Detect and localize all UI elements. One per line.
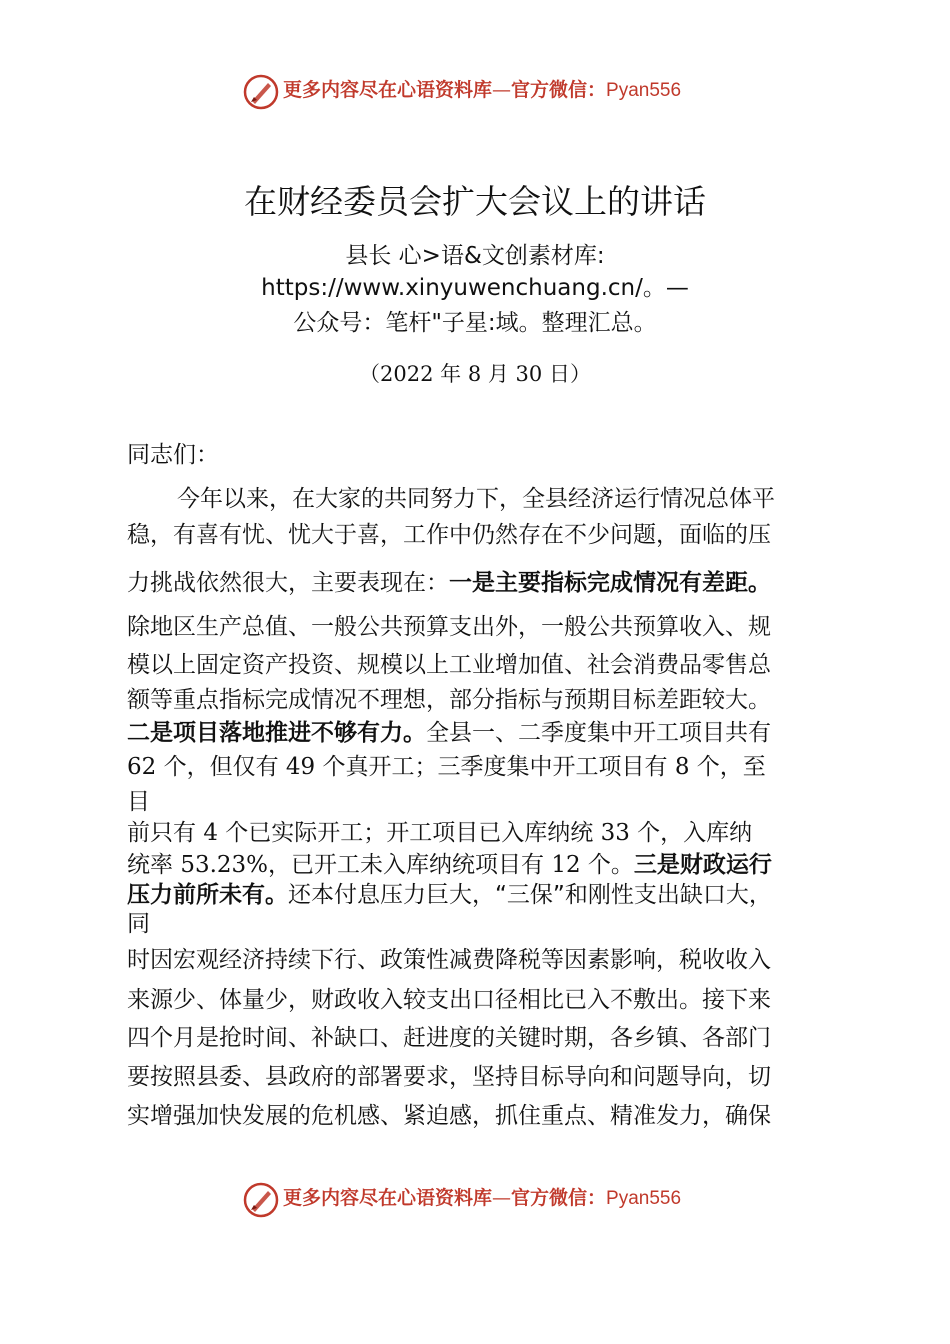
- body-text: ，已开工未入库纳统项目有: [268, 852, 552, 878]
- body-text: 前只有: [127, 820, 204, 846]
- watermark-main: 更多内容尽在心语资料库: [283, 1187, 493, 1209]
- document-title: 在财经委员会扩大会议上的讲话: [244, 182, 706, 221]
- body-text: 全县一、二季度集中开工项目共有: [426, 720, 771, 746]
- body-line: [127, 909, 150, 939]
- body-line: [127, 568, 771, 598]
- body-line: [127, 650, 771, 680]
- salutation: 同志们：: [127, 442, 219, 468]
- number-text: 8: [674, 754, 690, 780]
- number-text: 62: [127, 754, 157, 780]
- number-text: 49: [285, 754, 316, 780]
- watermark-banner-bottom: [0, 1178, 950, 1222]
- body-text: 个，至: [689, 754, 766, 780]
- subtitle-line-3: 公众号：笔杆"子星:域。整理汇总。: [293, 310, 657, 336]
- body-text: 同: [127, 911, 150, 937]
- body-text: 还本付息压力巨大，“三保”和刚性支出缺口大，: [288, 882, 772, 908]
- subtitle-line-1: 县长 心>语&文创素材库:: [345, 243, 605, 269]
- body-text: 个，入库纳: [629, 820, 753, 846]
- number-text: 12: [551, 852, 581, 878]
- body-text: 稳，有喜有忧、忧大于喜，工作中仍然存在不少问题，面临的压: [127, 522, 771, 548]
- bold-heading-text: 压力前所未有。: [127, 882, 288, 908]
- watermark-separator: —: [492, 79, 512, 101]
- body-text: 模以上固定资产投资、规模以上工业增加值、社会消费品零售总: [127, 652, 771, 678]
- watermark-banner-top: [0, 70, 950, 114]
- body-text: 来源少、体量少，财政收入较支出口径相比已入不敷出。接下来: [127, 987, 771, 1013]
- watermark-tail: 官方微信：: [511, 79, 607, 101]
- body-text: 时因宏观经济持续下行、政策性减费降税等因素影响，税收收入: [127, 947, 771, 973]
- body-line: [127, 1062, 771, 1092]
- body-text: 个。: [580, 852, 634, 878]
- body-line: [127, 718, 771, 748]
- body-line: [127, 850, 772, 880]
- number-text: 53.23%: [180, 852, 269, 878]
- watermark-text: [283, 78, 681, 103]
- body-line: [127, 520, 771, 550]
- body-text: 额等重点指标完成情况不理想，部分指标与预期目标差距较大。: [127, 687, 771, 713]
- number-text: 33: [600, 820, 630, 846]
- body-text: 四个月是抢时间、补缺口、赶进度的关键时期，各乡镇、各部门: [127, 1025, 771, 1051]
- body-text: 除地区生产总值、一般公共预算支出外，一般公共预算收入、规: [127, 614, 771, 640]
- body-line: [127, 985, 771, 1015]
- body-line: [127, 787, 150, 817]
- watermark-separator: —: [492, 1187, 512, 1209]
- bold-heading-text: 一是主要指标完成情况有差距。: [449, 570, 771, 596]
- body-line: [127, 752, 766, 782]
- body-line: [127, 945, 771, 975]
- body-text: 要按照县委、县政府的部署要求，坚持目标导向和问题导向，切: [127, 1064, 771, 1090]
- body-text: 统率: [127, 852, 181, 878]
- number-text: 4: [203, 820, 218, 846]
- body-line: [177, 484, 775, 514]
- watermark-main: 更多内容尽在心语资料库: [283, 79, 493, 101]
- body-line: [127, 880, 772, 910]
- body-line: [127, 685, 771, 715]
- pen-logo-icon: [243, 74, 279, 110]
- body-text: 个，但仅有: [156, 754, 286, 780]
- speech-date: （2022 年 8 月 30 日）: [359, 362, 591, 386]
- watermark-text: [283, 1186, 681, 1211]
- body-line: [127, 612, 771, 642]
- body-text: 个已实际开工；开工项目已入库纳统: [217, 820, 601, 846]
- body-line: [127, 1023, 771, 1053]
- body-text: 目: [127, 789, 150, 815]
- watermark-wechat-id: Pyan556: [606, 1188, 682, 1209]
- body-text: 实增强加快发展的危机感、紧迫感，抓住重点、精准发力，确保: [127, 1103, 771, 1129]
- bold-heading-text: 二是项目落地推进不够有力。: [127, 720, 426, 746]
- watermark-wechat-id: Pyan556: [606, 80, 682, 101]
- pen-logo-icon: [243, 1182, 279, 1218]
- body-text: 个真开工；三季度集中开工项目有: [315, 754, 675, 780]
- body-text: 力挑战依然很大，主要表现在：: [127, 570, 449, 596]
- subtitle-line-2: https://www.xinyuwenchuang.cn/。—: [261, 275, 689, 301]
- body-line: [127, 818, 752, 848]
- body-text: 今年以来，在大家的共同努力下，全县经济运行情况总体平: [177, 486, 775, 512]
- body-line: [127, 1101, 771, 1131]
- watermark-tail: 官方微信：: [511, 1187, 607, 1209]
- bold-heading-text: 三是财政运行: [633, 852, 772, 878]
